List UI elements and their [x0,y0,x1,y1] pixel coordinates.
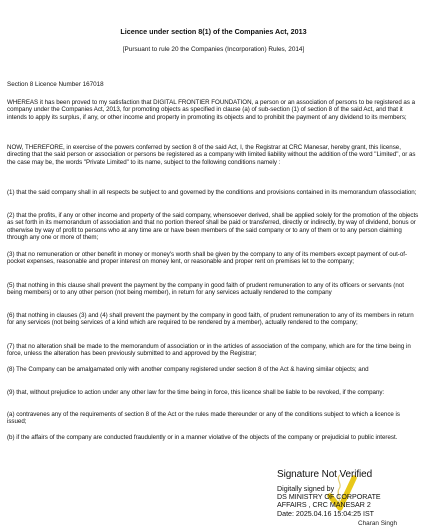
signature-line: DS MINISTRY OF CORPORATE [277,493,381,502]
paragraph-condition-a: (a) contravenes any of the requirements of section 8 of the Act or the rules made thereunder or any of the conditions subject to which a licence is issued; [7,411,400,426]
signature-details [277,485,417,518]
signature-line: AFFAIRS , CRC MANESAR 2 [277,501,371,510]
paragraph-condition-3: (3) that no remuneration or other benefit in money or money's worth shall be given by the company to any of its members except payment of out-of-pocket expenses, reasonable and proper interest on money lent, or reasonable and proper rent on premises let to the company; [7,251,407,266]
paragraph-whereas: WHEREAS it has been proved to my satisfaction that DIGITAL FRONTIER FOUNDATION, a person or an association of persons to be registered as a company under the Companies Act, 2013, for promoting objects as specified in clause (a) of sub-section (1) of section 8 of the said Act, and that it intends to apply its surplus, if any, or other income and property in promoting its objects and to prohibit the payment of any dividend to its members; [7,99,416,121]
signature-line: Date: 2025.04.16 15:04:25 IST [277,509,375,518]
signer-name: Charan Singh [358,520,398,527]
paragraph-condition-7: (7) that no alteration shall be made to the memorandum of association or in the articles of association of the company, which are for the time being in force, unless the alteration has been previously submitted to and approved by the Registrar; [7,343,411,358]
document-title: Licence under section 8(1) of the Companies Act, 2013 [120,27,307,36]
paragraph-condition-2: (2) that the profits, if any or other income and property of the said company, whensoever derived, shall be applied solely for the promotion of the objects as set forth in its memorandum of association and that no portion thereof shall be paid or transferred, directly or indirectly, by way of dividend, bonus or otherwise by way of profit to persons who at any time are or have been members of the said company or to any of them or to any person claiming through any one or more of them; [7,212,419,242]
paragraph-condition-5: (5) that nothing in this clause shall prevent the payment by the company in good faith of prudent remuneration to any of its officers or servants (not being members) or to any other person (not being member), in return for any services actually rendered to the company [7,282,404,297]
paragraph-now-therefore: NOW, THEREFORE, in exercise of the powers conferred by section 8 of the said Act, I, the Registrar at CRC Manesar, hereby grant, this license, directing that the said person or association or persons be registered as a company with limited liability without the addition of the word "Limited", or as the case may be, the words "Private Limited" to its name, subject to the following conditions namely : [7,144,416,166]
signature-status: Signature Not Verified [277,469,373,480]
licence-number: Section 8 Licence Number 167018 [7,81,104,88]
digital-signature-block [277,469,417,518]
document-subtitle: [Pursuant to rule 20 the Companies (Incorporation) Rules, 2014] [122,46,305,53]
paragraph-condition-8: (8) The Company can be amalgamated only with another company registered under section 8 of the Act & having similar objects; and [7,366,369,373]
paragraph-condition-9: (9) that, without prejudice to action under any other law for the time being in force, this licence shall be liable to be revoked, if the company: [7,389,385,396]
signature-line: Digitally signed by [277,485,335,493]
paragraph-condition-1: (1) that the said company shall in all respects be subject to and governed by the conditions and provisions contained in its memorandum ofassociation; [7,189,417,196]
paragraph-condition-6: (6) that nothing in clauses (3) and (4) shall prevent the payment by the company in good faith, of prudent remuneration to any of its members in return for any services (not being services of a kind which are required to be rendered by a member), actually rendered to the company; [7,312,414,327]
paragraph-condition-b: (b) if the affairs of the company are conducted fraudulently or in a manner violative of the objects of the company or prejudicial to public interest. [7,434,398,441]
